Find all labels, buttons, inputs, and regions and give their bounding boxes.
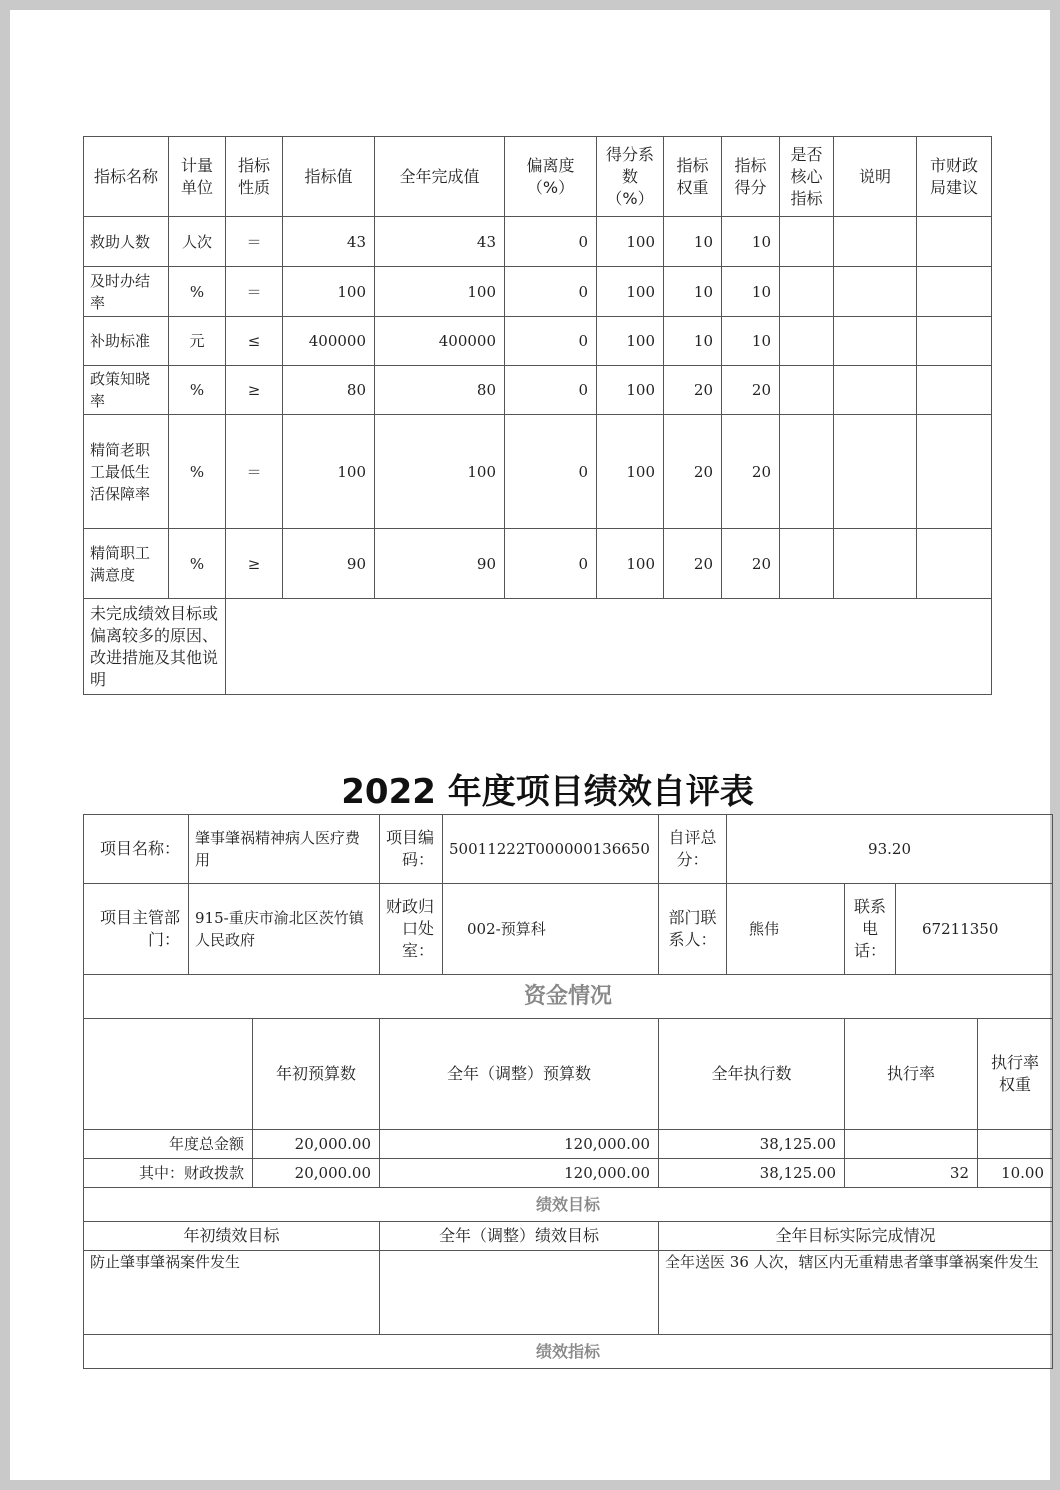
indicator-deviation: 0 <box>505 366 597 415</box>
indicator-weight: 20 <box>664 366 722 415</box>
indicator-op: ＝ <box>226 415 283 529</box>
indicator-unit: % <box>169 529 226 599</box>
indicator-header-row <box>84 137 992 217</box>
self-score-label: 自评总分： <box>659 815 727 884</box>
funds-header-row <box>84 1019 1053 1130</box>
indicator-note <box>834 317 917 366</box>
funds-header: 执行率 <box>845 1019 978 1130</box>
goals-adjusted <box>380 1251 659 1335</box>
finance-label: 财政归口处室： <box>380 884 443 975</box>
indicator-target: 100 <box>283 267 375 317</box>
table-row <box>84 1130 1053 1159</box>
funds-label: 其中：财政拨款 <box>84 1159 253 1188</box>
header-cell: 指标值 <box>283 137 375 217</box>
indicator-unit: % <box>169 366 226 415</box>
indicator-score: 10 <box>722 267 780 317</box>
indicator-score: 10 <box>722 217 780 267</box>
indicators-section-row <box>84 1335 1053 1369</box>
goals-content-row <box>84 1251 1053 1335</box>
indicator-op: ＝ <box>226 217 283 267</box>
finance-office: 002-预算科 <box>443 884 659 975</box>
indicator-actual: 43 <box>375 217 505 267</box>
indicator-weight: 20 <box>664 415 722 529</box>
indicator-target: 90 <box>283 529 375 599</box>
indicator-op: ≤ <box>226 317 283 366</box>
indicator-weight: 10 <box>664 267 722 317</box>
indicator-table <box>83 136 992 695</box>
goals-section-title: 绩效目标 <box>84 1188 1053 1222</box>
indicator-core <box>780 217 834 267</box>
indicator-deviation: 0 <box>505 317 597 366</box>
indicator-weight: 20 <box>664 529 722 599</box>
indicator-weight: 10 <box>664 217 722 267</box>
indicator-core <box>780 529 834 599</box>
table-row <box>84 1159 1053 1188</box>
funds-adjusted: 120,000.00 <box>380 1159 659 1188</box>
funds-initial: 20,000.00 <box>253 1159 380 1188</box>
funds-executed: 38,125.00 <box>659 1130 845 1159</box>
indicator-advice <box>917 267 992 317</box>
funds-header: 全年执行数 <box>659 1019 845 1130</box>
indicator-deviation: 0 <box>505 529 597 599</box>
indicator-advice <box>917 366 992 415</box>
footer-row <box>84 599 992 695</box>
indicator-op: ＝ <box>226 267 283 317</box>
self-score: 93.20 <box>727 815 1053 884</box>
indicators-section-title: 绩效指标 <box>84 1335 1053 1369</box>
funds-section-row <box>84 975 1053 1019</box>
funds-rate: 32 <box>845 1159 978 1188</box>
goals-header-row <box>84 1222 1053 1251</box>
dept-label: 项目主管部门： <box>84 884 189 975</box>
indicator-note <box>834 267 917 317</box>
indicator-score: 20 <box>722 415 780 529</box>
indicator-weight: 10 <box>664 317 722 366</box>
indicator-name: 救助人数 <box>84 217 169 267</box>
funds-initial: 20,000.00 <box>253 1130 380 1159</box>
indicator-target: 80 <box>283 366 375 415</box>
dept: 915-重庆市渝北区茨竹镇人民政府 <box>189 884 380 975</box>
table-row <box>84 267 992 317</box>
table-row <box>84 366 992 415</box>
indicator-coef: 100 <box>597 529 664 599</box>
indicator-unit: % <box>169 415 226 529</box>
header-cell: 指标得分 <box>722 137 780 217</box>
table-row <box>84 415 992 529</box>
project-code: 50011222T000000136650 <box>443 815 659 884</box>
funds-label: 年度总金额 <box>84 1130 253 1159</box>
indicator-core <box>780 267 834 317</box>
funds-section-title: 资金情况 <box>84 975 1053 1019</box>
indicator-target: 100 <box>283 415 375 529</box>
page-title: 2022 年度项目绩效自评表 <box>341 772 754 812</box>
header-cell: 是否核心指标 <box>780 137 834 217</box>
indicator-note <box>834 415 917 529</box>
info-row-1 <box>84 815 1053 884</box>
indicator-note <box>834 529 917 599</box>
header-cell: 指标名称 <box>84 137 169 217</box>
indicator-note <box>834 366 917 415</box>
goals-header: 全年目标实际完成情况 <box>659 1222 1053 1251</box>
indicator-unit: 元 <box>169 317 226 366</box>
indicator-op: ≥ <box>226 366 283 415</box>
indicator-coef: 100 <box>597 366 664 415</box>
indicator-unit: % <box>169 267 226 317</box>
indicator-deviation: 0 <box>505 217 597 267</box>
indicator-core <box>780 415 834 529</box>
header-cell: 指标性质 <box>226 137 283 217</box>
header-cell: 说明 <box>834 137 917 217</box>
indicator-name: 补助标准 <box>84 317 169 366</box>
indicator-actual: 80 <box>375 366 505 415</box>
self-eval-table <box>83 814 1053 1369</box>
header-cell: 偏离度（%） <box>505 137 597 217</box>
indicator-actual: 90 <box>375 529 505 599</box>
goals-actual: 全年送医 36 人次，辖区内无重精患者肇事肇祸案件发生 <box>659 1251 1053 1335</box>
header-cell: 得分系数（%） <box>597 137 664 217</box>
indicator-note <box>834 217 917 267</box>
funds-adjusted: 120,000.00 <box>380 1130 659 1159</box>
funds-weight: 10.00 <box>978 1159 1053 1188</box>
funds-header: 年初预算数 <box>253 1019 380 1130</box>
phone-label: 联系电话： <box>845 884 896 975</box>
funds-executed: 38,125.00 <box>659 1159 845 1188</box>
header-cell: 计量单位 <box>169 137 226 217</box>
indicator-name: 精简老职工最低生活保障率 <box>84 415 169 529</box>
funds-weight <box>978 1130 1053 1159</box>
goals-section-row <box>84 1188 1053 1222</box>
indicator-advice <box>917 317 992 366</box>
indicator-score: 20 <box>722 366 780 415</box>
indicator-name: 政策知晓率 <box>84 366 169 415</box>
indicator-actual: 100 <box>375 415 505 529</box>
indicator-coef: 100 <box>597 267 664 317</box>
indicator-advice <box>917 529 992 599</box>
info-row-2 <box>84 884 1053 975</box>
header-cell: 市财政局建议 <box>917 137 992 217</box>
table-row <box>84 317 992 366</box>
indicator-actual: 100 <box>375 267 505 317</box>
header-cell: 指标权重 <box>664 137 722 217</box>
project-name-label: 项目名称： <box>84 815 189 884</box>
footer-label: 未完成绩效目标或偏离较多的原因、改进措施及其他说明 <box>84 599 226 695</box>
document-page <box>10 10 1050 1480</box>
phone: 67211350 <box>896 884 1053 975</box>
indicator-target: 400000 <box>283 317 375 366</box>
indicator-core <box>780 366 834 415</box>
project-code-label: 项目编码： <box>380 815 443 884</box>
indicator-score: 20 <box>722 529 780 599</box>
indicator-deviation: 0 <box>505 267 597 317</box>
indicator-name: 及时办结率 <box>84 267 169 317</box>
indicator-advice <box>917 415 992 529</box>
indicator-deviation: 0 <box>505 415 597 529</box>
indicator-op: ≥ <box>226 529 283 599</box>
funds-header-blank <box>84 1019 253 1130</box>
indicator-unit: 人次 <box>169 217 226 267</box>
indicator-score: 10 <box>722 317 780 366</box>
funds-header: 执行率权重 <box>978 1019 1053 1130</box>
goals-header: 年初绩效目标 <box>84 1222 380 1251</box>
indicator-coef: 100 <box>597 317 664 366</box>
contact-label: 部门联系人： <box>659 884 727 975</box>
table-row <box>84 529 992 599</box>
funds-rate <box>845 1130 978 1159</box>
table-row <box>84 217 992 267</box>
indicator-core <box>780 317 834 366</box>
goals-header: 全年（调整）绩效目标 <box>380 1222 659 1251</box>
indicator-target: 43 <box>283 217 375 267</box>
contact: 熊伟 <box>727 884 845 975</box>
indicator-coef: 100 <box>597 217 664 267</box>
header-cell: 全年完成值 <box>375 137 505 217</box>
project-name: 肇事肇祸精神病人医疗费用 <box>189 815 380 884</box>
goals-initial: 防止肇事肇祸案件发生 <box>84 1251 380 1335</box>
funds-header: 全年（调整）预算数 <box>380 1019 659 1130</box>
indicator-actual: 400000 <box>375 317 505 366</box>
footer-content <box>226 599 992 695</box>
indicator-name: 精简职工满意度 <box>84 529 169 599</box>
indicator-advice <box>917 217 992 267</box>
indicator-coef: 100 <box>597 415 664 529</box>
